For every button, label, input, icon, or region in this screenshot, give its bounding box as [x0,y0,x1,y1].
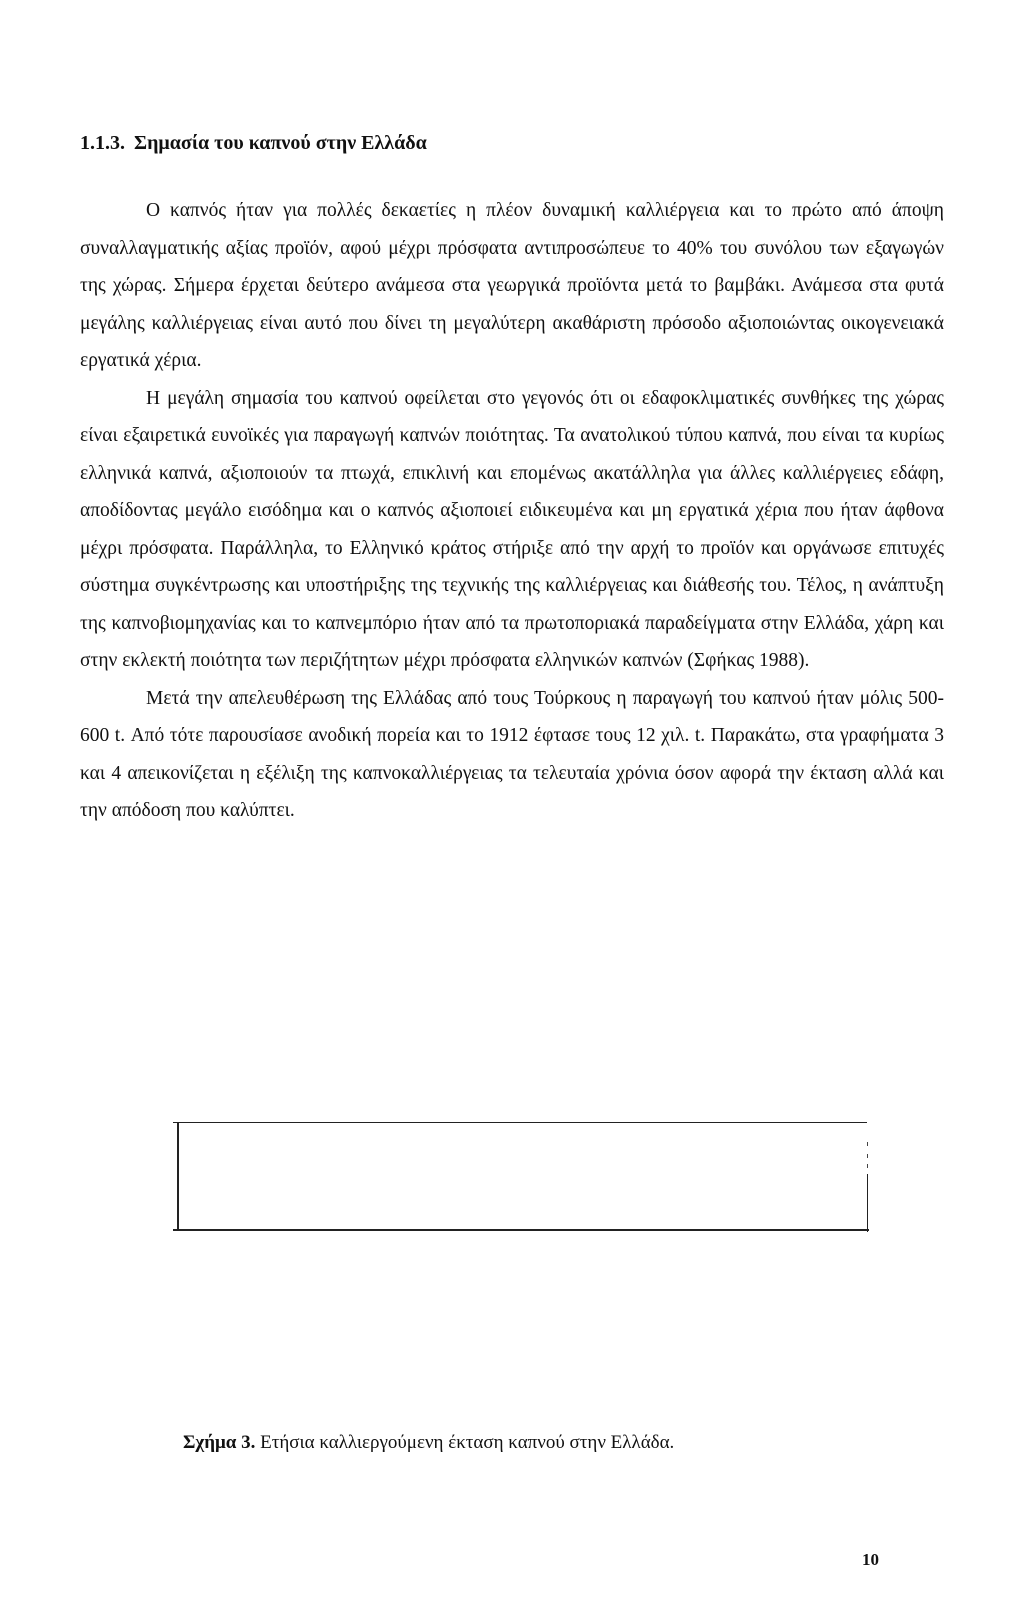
page-number: 10 [862,1550,879,1569]
body-text [80,192,944,830]
figure-border-right [867,1174,868,1232]
figure-label: Σχήμα 3. [183,1432,256,1453]
figure-border-top [173,1122,867,1123]
figure-border-fragment [867,1142,868,1146]
figure-border-fragment [867,1154,868,1158]
section-number: 1.1.3. [80,132,125,154]
figure-caption [183,1432,674,1454]
paragraph-2: Η μεγάλη σημασία του καπνού οφείλεται στο γεγονός ότι οι εδαφοκλιματικές συνθήκες της χώρας είναι εξαιρετικά ευνοϊκές για παραγωγή καπνών ποιότητας. Τα ανατολικού τύπου καπνά, που είναι τα κυρίως ελληνικά καπνά, αξιοποιούν τα πτωχά, επικλινή και επομένως ακατάλληλα για άλλες καλλιέργειες εδάφη, αποδίδοντας μεγάλο εισόδημα και ο καπνός αξιοποιεί ειδικευμένα και μη εργατικά χέρια που ήταν άφθονα μέχρι πρόσφατα. Παράλληλα, το Ελληνικό κράτος στήριξε από την αρχή το προϊόν και οργάνωσε επιτυχές σύστημα συγκέντρωσης και υποστήριξης της τεχνικής της καλλιέργειας και διάθεσής του. Τέλος, η ανάπτυξη της καπνοβιομηχανίας και το καπνεμπόριο ήταν από τα πρωτοποριακά παραδείγματα στην Ελλάδα, χάρη και στην εκλεκτή ποιότητα των περιζήτητων μέχρι πρόσφατα ελληνικών καπνών (Σφήκας 1988). [80,387,944,671]
paragraph-3: Μετά την απελευθέρωση της Ελλάδας από τους Τούρκους η παραγωγή του καπνού ήταν μόλις 500-600 t. Από τότε παρουσίασε ανοδική πορεία και το 1912 έφτασε τους 12 χιλ. t. Παρακάτω, στα γραφήματα 3 και 4 απεικονίζεται η εξέλιξη της καπνοκαλλιέργειας τα τελευταία χρόνια όσον αφορά την έκταση αλλά και την απόδοση που καλύπτει. [80,687,944,821]
paragraph-1: Ο καπνός ήταν για πολλές δεκαετίες η πλέον δυναμική καλλιέργεια και το πρώτο από άποψη συναλλαγματικής αξίας προϊόν, αφού μέχρι πρόσφατα αντιπροσώπευε το 40% του συνόλου των εξαγωγών της χώρας. Σήμερα έρχεται δεύτερο ανάμεσα στα γεωργικά προϊόντα μετά το βαμβάκι. Ανάμεσα στα φυτά μεγάλης καλλιέργειας είναι αυτό που δίνει τη μεγαλύτερη ακαθάριστη πρόσοδο αξιοποιώντας οικογενειακά εργατικά χέρια. [80,200,944,371]
figure-frame [177,1122,867,1230]
figure-border-fragment [867,1164,868,1168]
figure-border-bottom [173,1229,869,1231]
figure-caption-text: Ετήσια καλλιεργούμενη έκταση καπνού στην Ελλάδα. [255,1432,675,1453]
section-title: Σημασία του καπνού στην Ελλάδα [134,132,427,154]
section-heading [80,132,427,155]
figure-border-left [177,1122,179,1230]
